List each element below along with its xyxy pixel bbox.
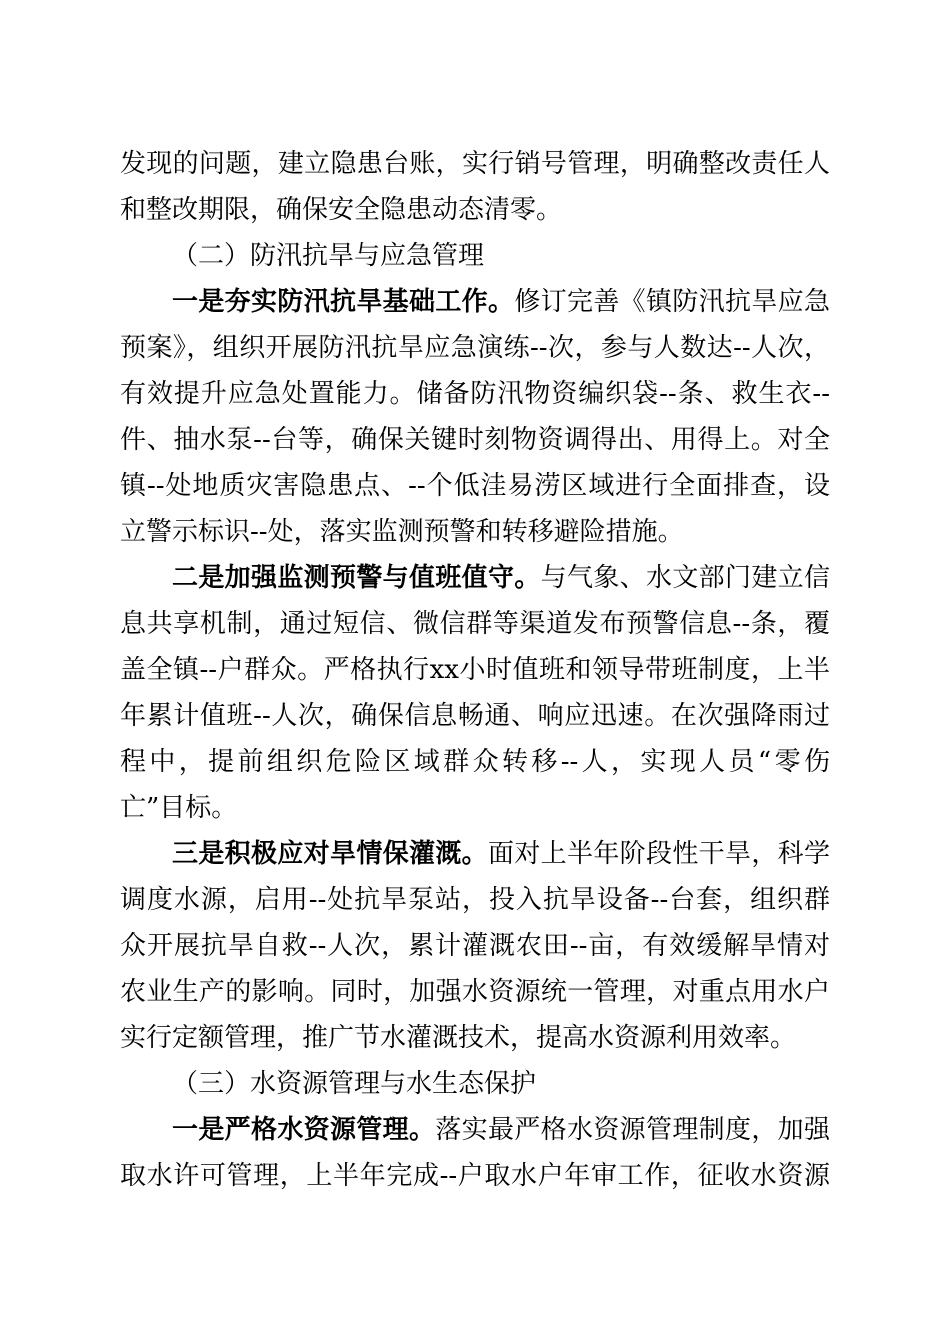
paragraph-line: 农业生产的影响。同时，加强水资源统一管理，对重点用水户: [120, 977, 830, 1007]
paragraph-line: 和整改期限，确保安全隐患动态清零。: [120, 195, 563, 225]
paragraph-lead: 三是积极应对旱情保灌溉。: [172, 839, 488, 869]
paragraph-text: 落实最严格水资源管理制度，加强: [435, 1115, 830, 1145]
paragraph-line: 众开展抗旱自救--人次，累计灌溉农田--亩，有效缓解旱情对: [120, 931, 830, 961]
paragraph-text: 面对上半年阶段性干旱，科学: [488, 839, 830, 869]
paragraph-text: 修订完善《镇防汛抗旱应急: [514, 287, 830, 317]
paragraph-lead: 二是加强监测预警与值班值守。: [172, 563, 541, 593]
paragraph-line: 实行定额管理，推广节水灌溉技术，提高水资源利用效率。: [120, 1023, 797, 1053]
paragraph-line: 亡”目标。: [120, 793, 238, 823]
paragraph-first-line: [172, 831, 830, 877]
paragraph-first-line: [172, 555, 830, 601]
section-heading: （三）水资源管理与水生态保护: [172, 1069, 537, 1099]
paragraph-line: 盖全镇--户群众。严格执行xx小时值班和领导带班制度，上半: [120, 655, 830, 685]
paragraph-line: 发现的问题，建立隐患台账，实行销号管理，明确整改责任人: [120, 149, 830, 179]
paragraph-line: 有效提升应急处置能力。储备防汛物资编织袋--条、救生衣--: [120, 379, 830, 409]
paragraph-first-line: [172, 279, 830, 325]
paragraph-lead: 一是夯实防汛抗旱基础工作。: [172, 287, 515, 317]
paragraph-line: 取水许可管理，上半年完成--户取水户年审工作，征收水资源: [120, 1161, 830, 1191]
paragraph-line: 件、抽水泵--台等，确保关键时刻物资调得出、用得上。对全: [120, 425, 830, 455]
paragraph-line: 镇--处地质灾害隐患点、--个低洼易涝区域进行全面排查，设: [120, 471, 830, 501]
paragraph-line: 程中，提前组织危险区域群众转移--人，实现人员“零伤: [120, 747, 830, 777]
paragraph-line: 调度水源，启用--处抗旱泵站，投入抗旱设备--台套，组织群: [120, 885, 830, 915]
paragraph-lead: 一是严格水资源管理。: [172, 1115, 436, 1145]
paragraph-line: 息共享机制，通过短信、微信群等渠道发布预警信息--条，覆: [120, 609, 830, 639]
paragraph-first-line: [172, 1107, 830, 1153]
paragraph-line: 预案》，组织开展防汛抗旱应急演练--次，参与人数达--人次，: [120, 333, 830, 363]
paragraph-line: 年累计值班--人次，确保信息畅通、响应迅速。在次强降雨过: [120, 701, 830, 731]
paragraph-line: 立警示标识--处，落实监测预警和转移避险措施。: [120, 517, 684, 547]
section-heading: （二）防汛抗旱与应急管理: [172, 241, 485, 271]
paragraph-text: 与气象、水文部门建立信: [540, 563, 830, 593]
